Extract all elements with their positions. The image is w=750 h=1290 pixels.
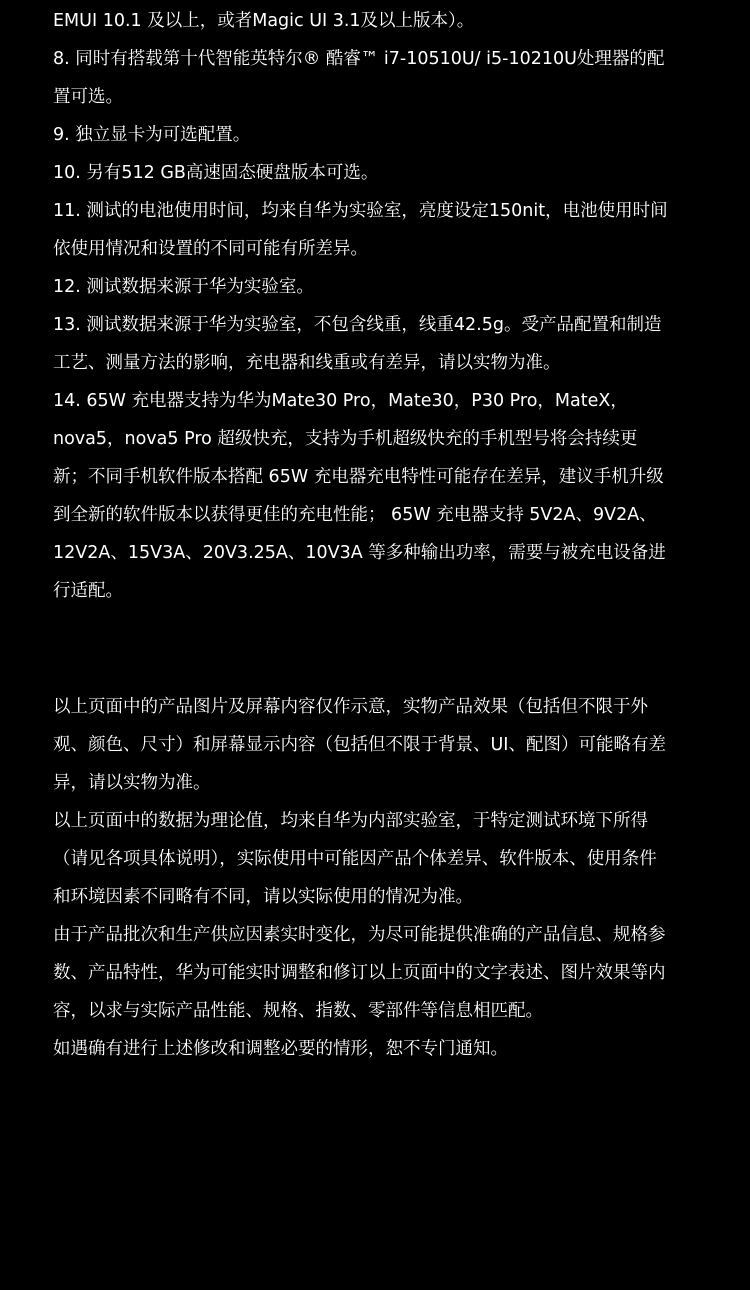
disclaimer-line: 容，以求与实际产品性能、规格、指数、零部件等信息相匹配。	[53, 1001, 543, 1021]
footnote-line: 行适配。	[53, 581, 123, 601]
disclaimer-line: 如遇确有进行上述修改和调整必要的情形，恕不专门通知。	[53, 1039, 508, 1059]
disclaimer-line: （请见各项具体说明），实际使用中可能因产品个体差异、软件版本、使用条件	[53, 849, 657, 869]
footnote-line: 8. 同时有搭载第十代智能英特尔® 酷睿™ i7-10510U/ i5-10210U处理器的配	[53, 49, 665, 69]
footnote-line: 11. 测试的电池使用时间，均来自华为实验室，亮度设定150nit，电池使用时间	[53, 201, 668, 221]
footnote-line: nova5，nova5 Pro 超级快充，支持为手机超级快充的手机型号将会持续更	[53, 429, 638, 449]
footnote-line: 12V2A、15V3A、20V3.25A、10V3A 等多种输出功率，需要与被充电设备进	[53, 543, 666, 563]
footnote-line: 依使用情况和设置的不同可能有所差异。	[53, 239, 368, 259]
disclaimer-line: 由于产品批次和生产供应因素实时变化，为尽可能提供准确的产品信息、规格参	[53, 925, 666, 945]
disclaimer-section	[53, 688, 703, 1068]
footnote-line: 9. 独立显卡为可选配置。	[53, 125, 251, 145]
disclaimer-line: 以上页面中的产品图片及屏幕内容仅作示意，实物产品效果（包括但不限于外	[53, 697, 648, 717]
footnote-line: 新；不同手机软件版本搭配 65W 充电器充电特性可能存在差异，建议手机升级	[53, 467, 664, 487]
footnotes-list	[53, 2, 703, 610]
disclaimer-line: 数、产品特性，华为可能实时调整和修订以上页面中的文字表述、图片效果等内	[53, 963, 666, 983]
disclaimer-line: 和环境因素不同略有不同，请以实际使用的情况为准。	[53, 887, 473, 907]
footnote-line: EMUI 10.1 及以上，或者Magic UI 3.1及以上版本）。	[53, 11, 475, 31]
footnote-line: 13. 测试数据来源于华为实验室，不包含线重，线重42.5g。受产品配置和制造	[53, 315, 662, 335]
footnote-line: 工艺、测量方法的影响，充电器和线重或有差异，请以实物为准。	[53, 353, 561, 373]
footnote-line: 12. 测试数据来源于华为实验室。	[53, 277, 314, 297]
footnote-line: 置可选。	[53, 87, 123, 107]
disclaimer-line: 以上页面中的数据为理论值，均来自华为内部实验室，于特定测试环境下所得	[53, 811, 648, 831]
disclaimer-line: 异，请以实物为准。	[53, 773, 211, 793]
footnote-line: 10. 另有512 GB高速固态硬盘版本可选。	[53, 163, 379, 183]
footnote-line: 到全新的软件版本以获得更佳的充电性能； 65W 充电器支持 5V2A、9V2A、	[53, 505, 657, 525]
footnote-line: 14. 65W 充电器支持为华为Mate30 Pro，Mate30，P30 Pro，MateX，	[53, 391, 628, 411]
disclaimer-line: 观、颜色、尺寸）和屏幕显示内容（包括但不限于背景、UI、配图）可能略有差	[53, 735, 666, 755]
